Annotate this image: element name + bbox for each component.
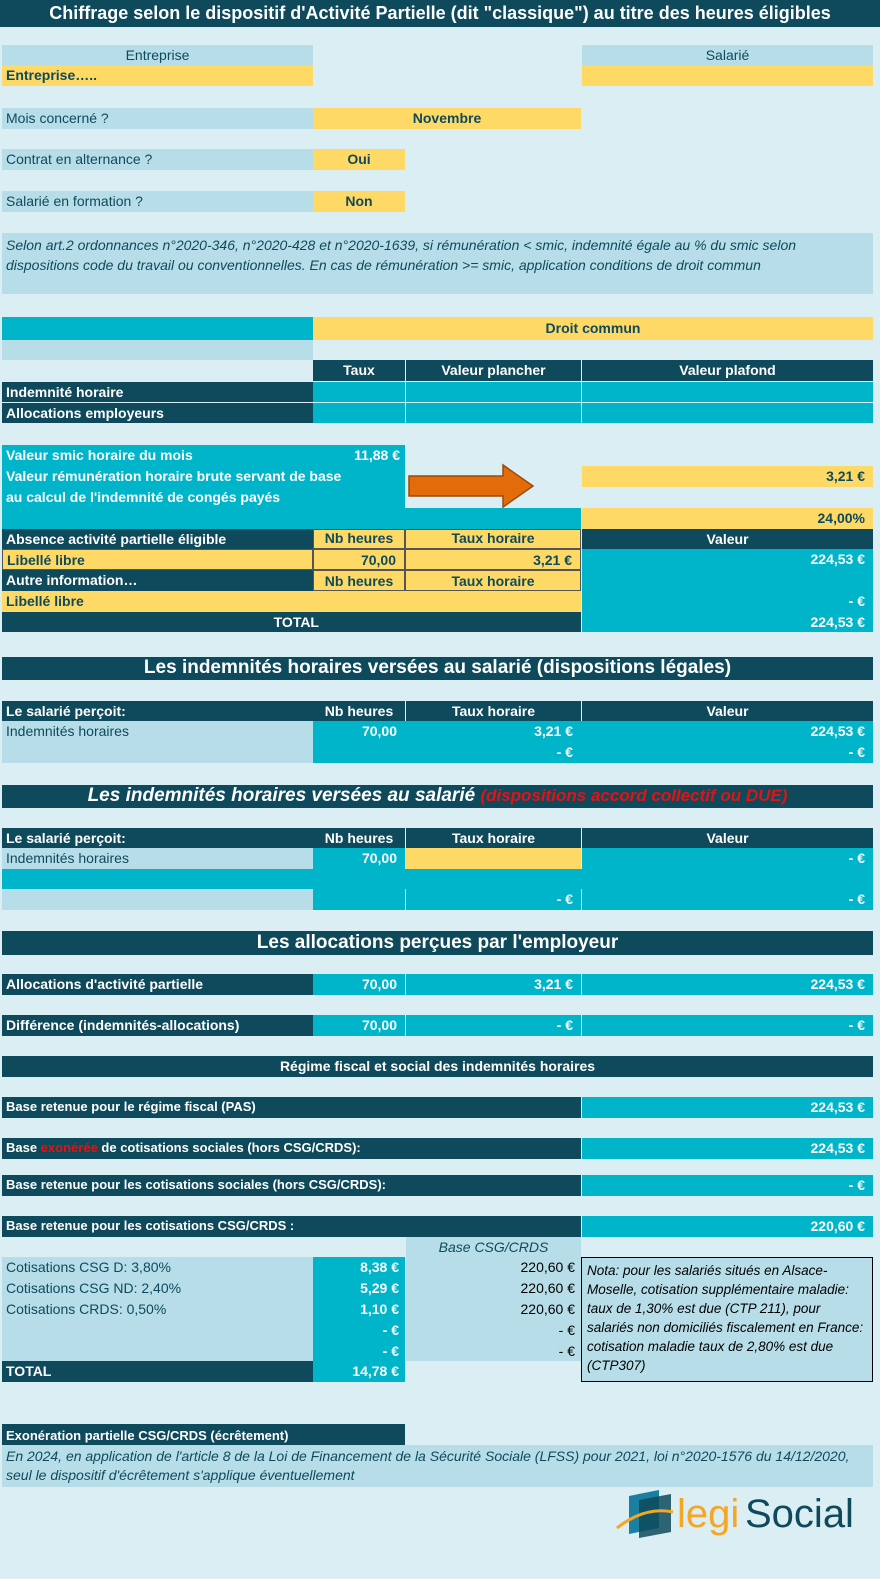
remuneration-label-2: au calcul de l'indemnité de congés payés (6, 489, 281, 505)
accord-valeur-2: - € (582, 889, 873, 910)
cell-ae-plancher (406, 403, 581, 423)
arrow-right-icon (407, 462, 535, 510)
accord-section-title (2, 785, 873, 808)
alloc-row2-heures: 70,00 (313, 1015, 405, 1036)
col-taux-horaire: Taux horaire (405, 529, 581, 549)
entreprise-input[interactable]: Entreprise….. (2, 65, 313, 86)
cot-label: Base retenue pour les cotisations sociales (hors CSG/CRDS): (2, 1175, 581, 1196)
cot-line-value: 5,29 € (360, 1280, 399, 1296)
legal-taux-2: - € (556, 744, 573, 760)
exo-post: de cotisations sociales (hors CSG/CRDS): (97, 1140, 361, 1155)
valeur-cell-2: - € (582, 591, 873, 612)
col-taux: Taux (313, 360, 405, 381)
row-allocations-employeurs: Allocations employeurs (2, 403, 313, 423)
base-csg-header: Base CSG/CRDS (406, 1237, 581, 1257)
exo-red: exonérée (40, 1140, 98, 1155)
remuneration-label-1: Valeur rémunération horaire brute servant de base (6, 468, 342, 484)
droit-commun-spacer (2, 317, 313, 340)
legal-taux: 3,21 € (534, 723, 573, 739)
cotisations-total-label: TOTAL (2, 1361, 313, 1382)
accord-col-taux: Taux horaire (406, 828, 581, 848)
alternance-select[interactable]: Oui (313, 149, 405, 170)
page-title: Chiffrage selon le dispositif d'Activité Partielle (dit "classique") au titre des heures éligibles (0, 0, 880, 27)
cell-ih-taux (313, 382, 405, 402)
cell-ae-taux (313, 403, 405, 423)
entreprise-header: Entreprise (2, 45, 313, 65)
accord-percoit: Le salarié perçoit: (2, 828, 313, 848)
cot-line-label: Cotisations CRDS: 0,50% (6, 1301, 167, 1317)
accord-col-valeur: Valeur (582, 828, 873, 848)
alloc-row1-valeur: 224,53 € (582, 974, 873, 995)
heures-input-1[interactable]: 70,00 (313, 549, 405, 570)
alloc-row1-heures: 70,00 (313, 974, 405, 995)
alternance-label: Contrat en alternance ? (2, 149, 313, 170)
legal-valeur-2: - € (848, 744, 865, 760)
col-taux-horaire-2: Taux horaire (405, 570, 581, 591)
formation-label: Salarié en formation ? (2, 191, 313, 212)
alloc-row2-valeur: - € (582, 1015, 873, 1036)
pas-value: 224,53 € (582, 1097, 873, 1118)
col-nb-heures: Nb heures (313, 529, 405, 549)
cot-line-label: Cotisations CSG D: 3,80% (6, 1259, 171, 1275)
absence-total-label: TOTAL (2, 612, 581, 632)
mois-label: Mois concerné ? (2, 108, 313, 129)
alloc-row2-label: Différence (indemnités-allocations) (2, 1015, 313, 1036)
accord-row-label: Indemnités horaires (2, 848, 313, 869)
accord-blank-label (2, 889, 313, 910)
legal-col-valeur: Valeur (582, 701, 873, 721)
col-nb-heures-2: Nb heures (313, 570, 405, 591)
smic-label: Valeur smic horaire du mois (6, 447, 193, 463)
accord-valeur: - € (582, 848, 873, 869)
autre-info-label: Autre information… (2, 570, 313, 591)
legisocial-logo (615, 1488, 865, 1542)
cot-line-base: 220,60 € (520, 1259, 575, 1275)
cot-line-label: Cotisations CSG ND: 2,40% (6, 1280, 182, 1296)
regime-section-title: Régime fiscal et social des indemnités horaires (2, 1056, 873, 1077)
accord-taux-2: - € (406, 889, 581, 910)
exo-value: 224,53 € (582, 1138, 873, 1159)
ordonnance-note: Selon art.2 ordonnances n°2020-346, n°2020-428 et n°2020-1639, si rémunération < smic, indemnité égale au % du smic selon dispositions code du travail ou conventionnelles. En cas de rémunération >= smic, application conditions de droit commun (2, 233, 873, 294)
cell-ih-plancher (406, 382, 581, 402)
exoneration-text: En 2024, en application de l'article 8 de la Loi de Financement de la Sécurité Sociale (LFSS) pour 2021, loi n°2020-1576 du 14/12/2020, seul le dispositif d'écrêtement s'applique éventuellement (2, 1445, 873, 1487)
remuneration-value[interactable]: 3,21 € (582, 466, 873, 487)
col-valeur: Valeur (582, 529, 873, 549)
cot-line-base: 220,60 € (520, 1301, 575, 1317)
accord-taux-input[interactable] (406, 848, 581, 869)
exo-pre: Base (6, 1140, 41, 1155)
logo-text-legi: legi (677, 1492, 740, 1536)
accord-heures: 70,00 (313, 848, 405, 869)
remuneration-pct: 24,00% (582, 508, 873, 529)
alloc-row2-taux: - € (406, 1015, 581, 1036)
legal-valeur: 224,53 € (810, 723, 865, 739)
libelle-input-2[interactable]: Libellé libre (2, 591, 313, 612)
cot-line-base: 220,60 € (520, 1280, 575, 1296)
logo-mark-icon (615, 1488, 675, 1538)
heures-taux-input-2[interactable] (313, 591, 581, 612)
absence-header: Absence activité partielle éligible (2, 529, 313, 549)
alloc-row1-label: Allocations d'activité partielle (2, 974, 313, 995)
absence-total-value: 224,53 € (582, 612, 873, 632)
col-plafond: Valeur plafond (582, 360, 873, 381)
allocations-section-title: Les allocations perçues par l'employeur (2, 931, 873, 955)
accord-spacer (2, 869, 873, 889)
cot-line-value: - € (382, 1343, 399, 1359)
cot-line-base: - € (558, 1343, 575, 1359)
droit-commun-header: Droit commun (313, 317, 873, 340)
cot-line-value: - € (382, 1322, 399, 1338)
accord-title-main: Les indemnités horaires versées au salarié (87, 785, 476, 807)
cell-ae-plafond (582, 403, 873, 423)
legal-col-taux: Taux horaire (406, 701, 581, 721)
legal-heures: 70,00 (361, 723, 397, 739)
formation-select[interactable]: Non (313, 191, 405, 212)
legal-row-label: Indemnités horaires (2, 721, 313, 763)
csg-label: Base retenue pour les cotisations CSG/CRDS : (2, 1216, 581, 1237)
nota-box: Nota: pour les salariés situés en Alsace-Moselle, cotisation supplémentaire maladie: taux de 1,30% est due (CTP 211), pour salariés non domiciliés fiscalement en France: cotisation maladie taux de 2,80% est due (CTP307) (581, 1257, 873, 1382)
pas-label: Base retenue pour le régime fiscal (PAS) (2, 1097, 581, 1118)
cotisations-total-value: 14,78 € (313, 1361, 405, 1382)
accord-col-heures: Nb heures (313, 828, 405, 848)
taux-input-1[interactable]: 3,21 € (405, 549, 581, 570)
legal-percoit: Le salarié perçoit: (2, 701, 313, 721)
cot-line-base: - € (558, 1322, 575, 1338)
mois-select[interactable]: Novembre (313, 108, 581, 129)
smic-value: 11,88 € (354, 447, 400, 463)
cot-line-value: 1,10 € (360, 1301, 399, 1317)
legal-col-heures: Nb heures (313, 701, 405, 721)
exo-label (2, 1138, 581, 1159)
alloc-row1-taux: 3,21 € (406, 974, 581, 995)
logo-text-social: Social (745, 1492, 854, 1536)
cot-line-value: 8,38 € (360, 1259, 399, 1275)
pct-spacer (2, 508, 581, 529)
col-plancher: Valeur plancher (406, 360, 581, 381)
valeur-cell-blank (582, 570, 873, 591)
salarie-input[interactable] (582, 65, 873, 86)
cell-ih-plafond (582, 382, 873, 402)
row-indemnite-horaire: Indemnité horaire (2, 382, 313, 402)
cot-value: - € (582, 1175, 873, 1196)
libelle-input-1[interactable]: Libellé libre (2, 549, 313, 570)
accord-blank-heures (313, 889, 405, 910)
spacer-row (2, 340, 313, 360)
legal-section-title: Les indemnités horaires versées au salarié (dispositions légales) (2, 657, 873, 680)
salarie-header: Salarié (582, 45, 873, 65)
valeur-cell-1: 224,53 € (582, 549, 873, 570)
csg-value: 220,60 € (582, 1216, 873, 1237)
exoneration-label: Exonération partielle CSG/CRDS (écrêtement) (2, 1424, 405, 1445)
accord-title-red: (dispositions accord collectif ou DUE) (480, 786, 788, 806)
